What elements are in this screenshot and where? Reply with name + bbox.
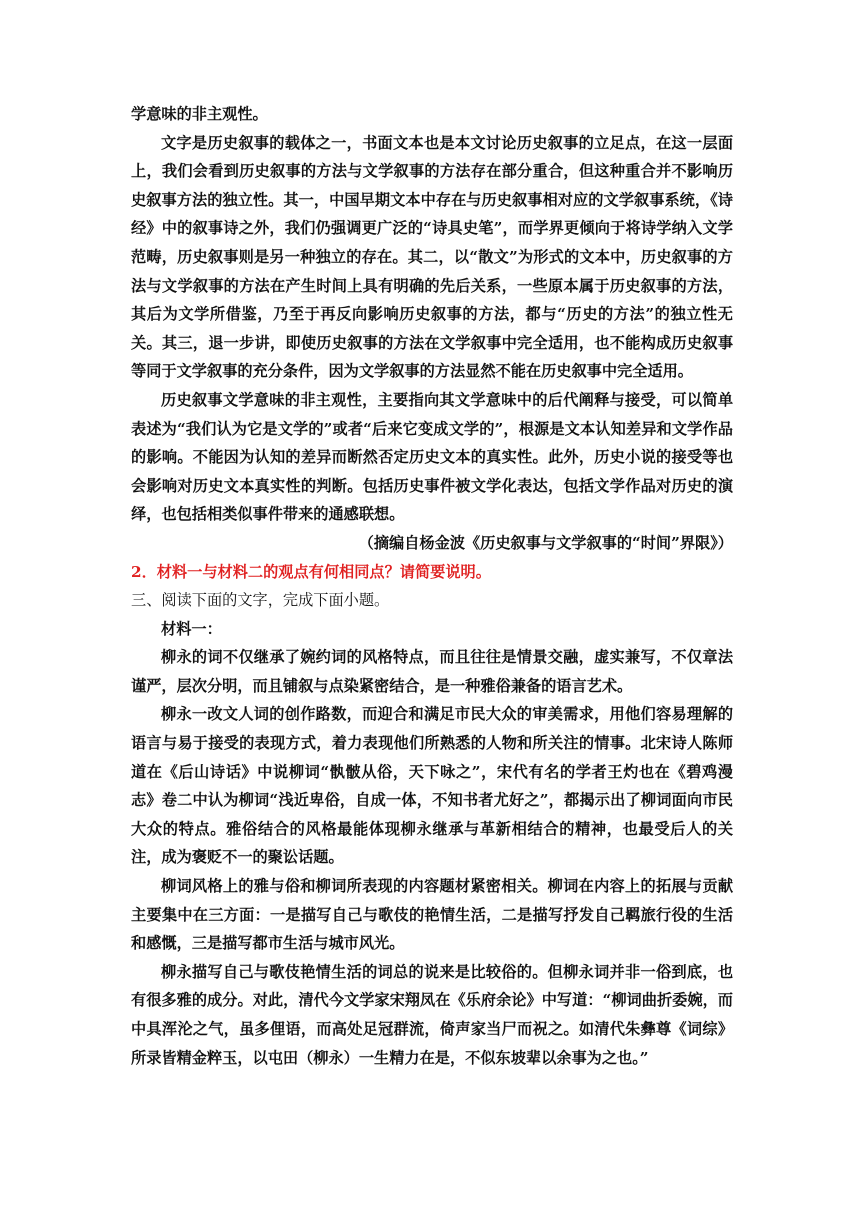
passage-paragraph: 文字是历史叙事的载体之一，书面文本也是本文讨论历史叙事的立足点，在这一层面上，我们会看到历史叙事的方法与文学叙事的方法存在部分重合，但这种重合并不影响历史叙事方法的独立性。其一，中国早期文本中存在与历史叙事相对应的文学叙事系统，《诗经》中的叙事诗之外，我们仍强调更广泛的“诗具史笔”，而学界更倾向于将诗学纳入文学范畴，历史叙事则是另一种独立的存在。其二，以“散文”为形式的文本中，历史叙事的方法与文学叙事的方法在产生时间上具有明确的先后关系，一些原本属于历史叙事的方法，其后为文学所借鉴，乃至于再反向影响历史叙事的方法，都与“历史的方法”的独立性无关。其三，退一步讲，即使历史叙事的方法在文学叙事中完全适用，也不能构成历史叙事等同于文学叙事的充分条件，因为文学叙事的方法显然不能在历史叙事中完全适用。 bbox=[131, 133, 733, 381]
question-2: 2．材料一与材料二的观点有何相同点？请简要说明。 bbox=[131, 562, 491, 581]
material-1-label: 材料一： bbox=[161, 619, 222, 638]
passage-paragraph: 柳永的词不仅继承了婉约词的风格特点，而且往往是情景交融，虚实兼写，不仅章法谨严，层次分明，而且铺叙与点染紧密结合，是一种雅俗兼备的语言艺术。 bbox=[131, 648, 733, 695]
passage-paragraph: 柳词风格上的雅与俗和柳词所表现的内容题材紧密相关。柳词在内容上的拓展与贡献主要集中在三方面：一是描写自己与歌伎的艳情生活，二是描写抒发自己羁旅行役的生活和感慨，三是描写都市生活与城市风光。 bbox=[131, 877, 733, 953]
passage-paragraph: 历史叙事文学意味的非主观性，主要指向其文学意味中的后代阐释与接受，可以简单表述为“我们认为它是文学的”或者“后来它变成文学的”，根源是文本认知差异和文学作品的影响。不能因为认知的差异而断然否定历史文本的真实性。此外，历史小说的接受等也会影响对历史文本真实性的判断。包括历史事件被文学化表达，包括文学作品对历史的演绎，也包括相类似事件带来的通感联想。 bbox=[131, 390, 733, 524]
passage-paragraph: 柳永一改文人词的创作路数，而迎合和满足市民大众的审美需求，用他们容易理解的语言与易于接受的表现方式，着力表现他们所熟悉的人物和所关注的情事。北宋诗人陈师道在《后山诗话》中说柳词“骫骳从俗，天下咏之”，宋代有名的学者王灼也在《碧鸡漫志》卷二中认为柳词“浅近卑俗，自成一体，不知书者尤好之”，都揭示出了柳词面向市民大众的特点。雅俗结合的风格最能体现柳永继承与革新相结合的精神，也最受后人的关注，成为褒贬不一的聚讼话题。 bbox=[131, 705, 733, 867]
document-page bbox=[131, 100, 733, 1072]
passage-paragraph: 柳永描写自己与歌伎艳情生活的词总的说来是比较俗的。但柳永词并非一俗到底，也有很多雅的成分。对此，清代今文学家宋翔凤在《乐府余论》中写道：“柳词曲折委婉，而中具浑沦之气，虽多俚语，而高处足冠群流，倚声家当尸而祝之。如清代朱彝尊《词综》所录皆精金粹玉，以屯田（柳永）一生精力在是，不似东坡辈以余事为之也。” bbox=[131, 962, 733, 1067]
section-3-title: 三、阅读下面的文字，完成下面小题。 bbox=[131, 591, 390, 610]
source-citation: （摘编自杨金波《历史叙事与文学叙事的“时间”界限》） bbox=[358, 533, 733, 552]
continuation-line: 学意味的非主观性。 bbox=[131, 105, 268, 123]
